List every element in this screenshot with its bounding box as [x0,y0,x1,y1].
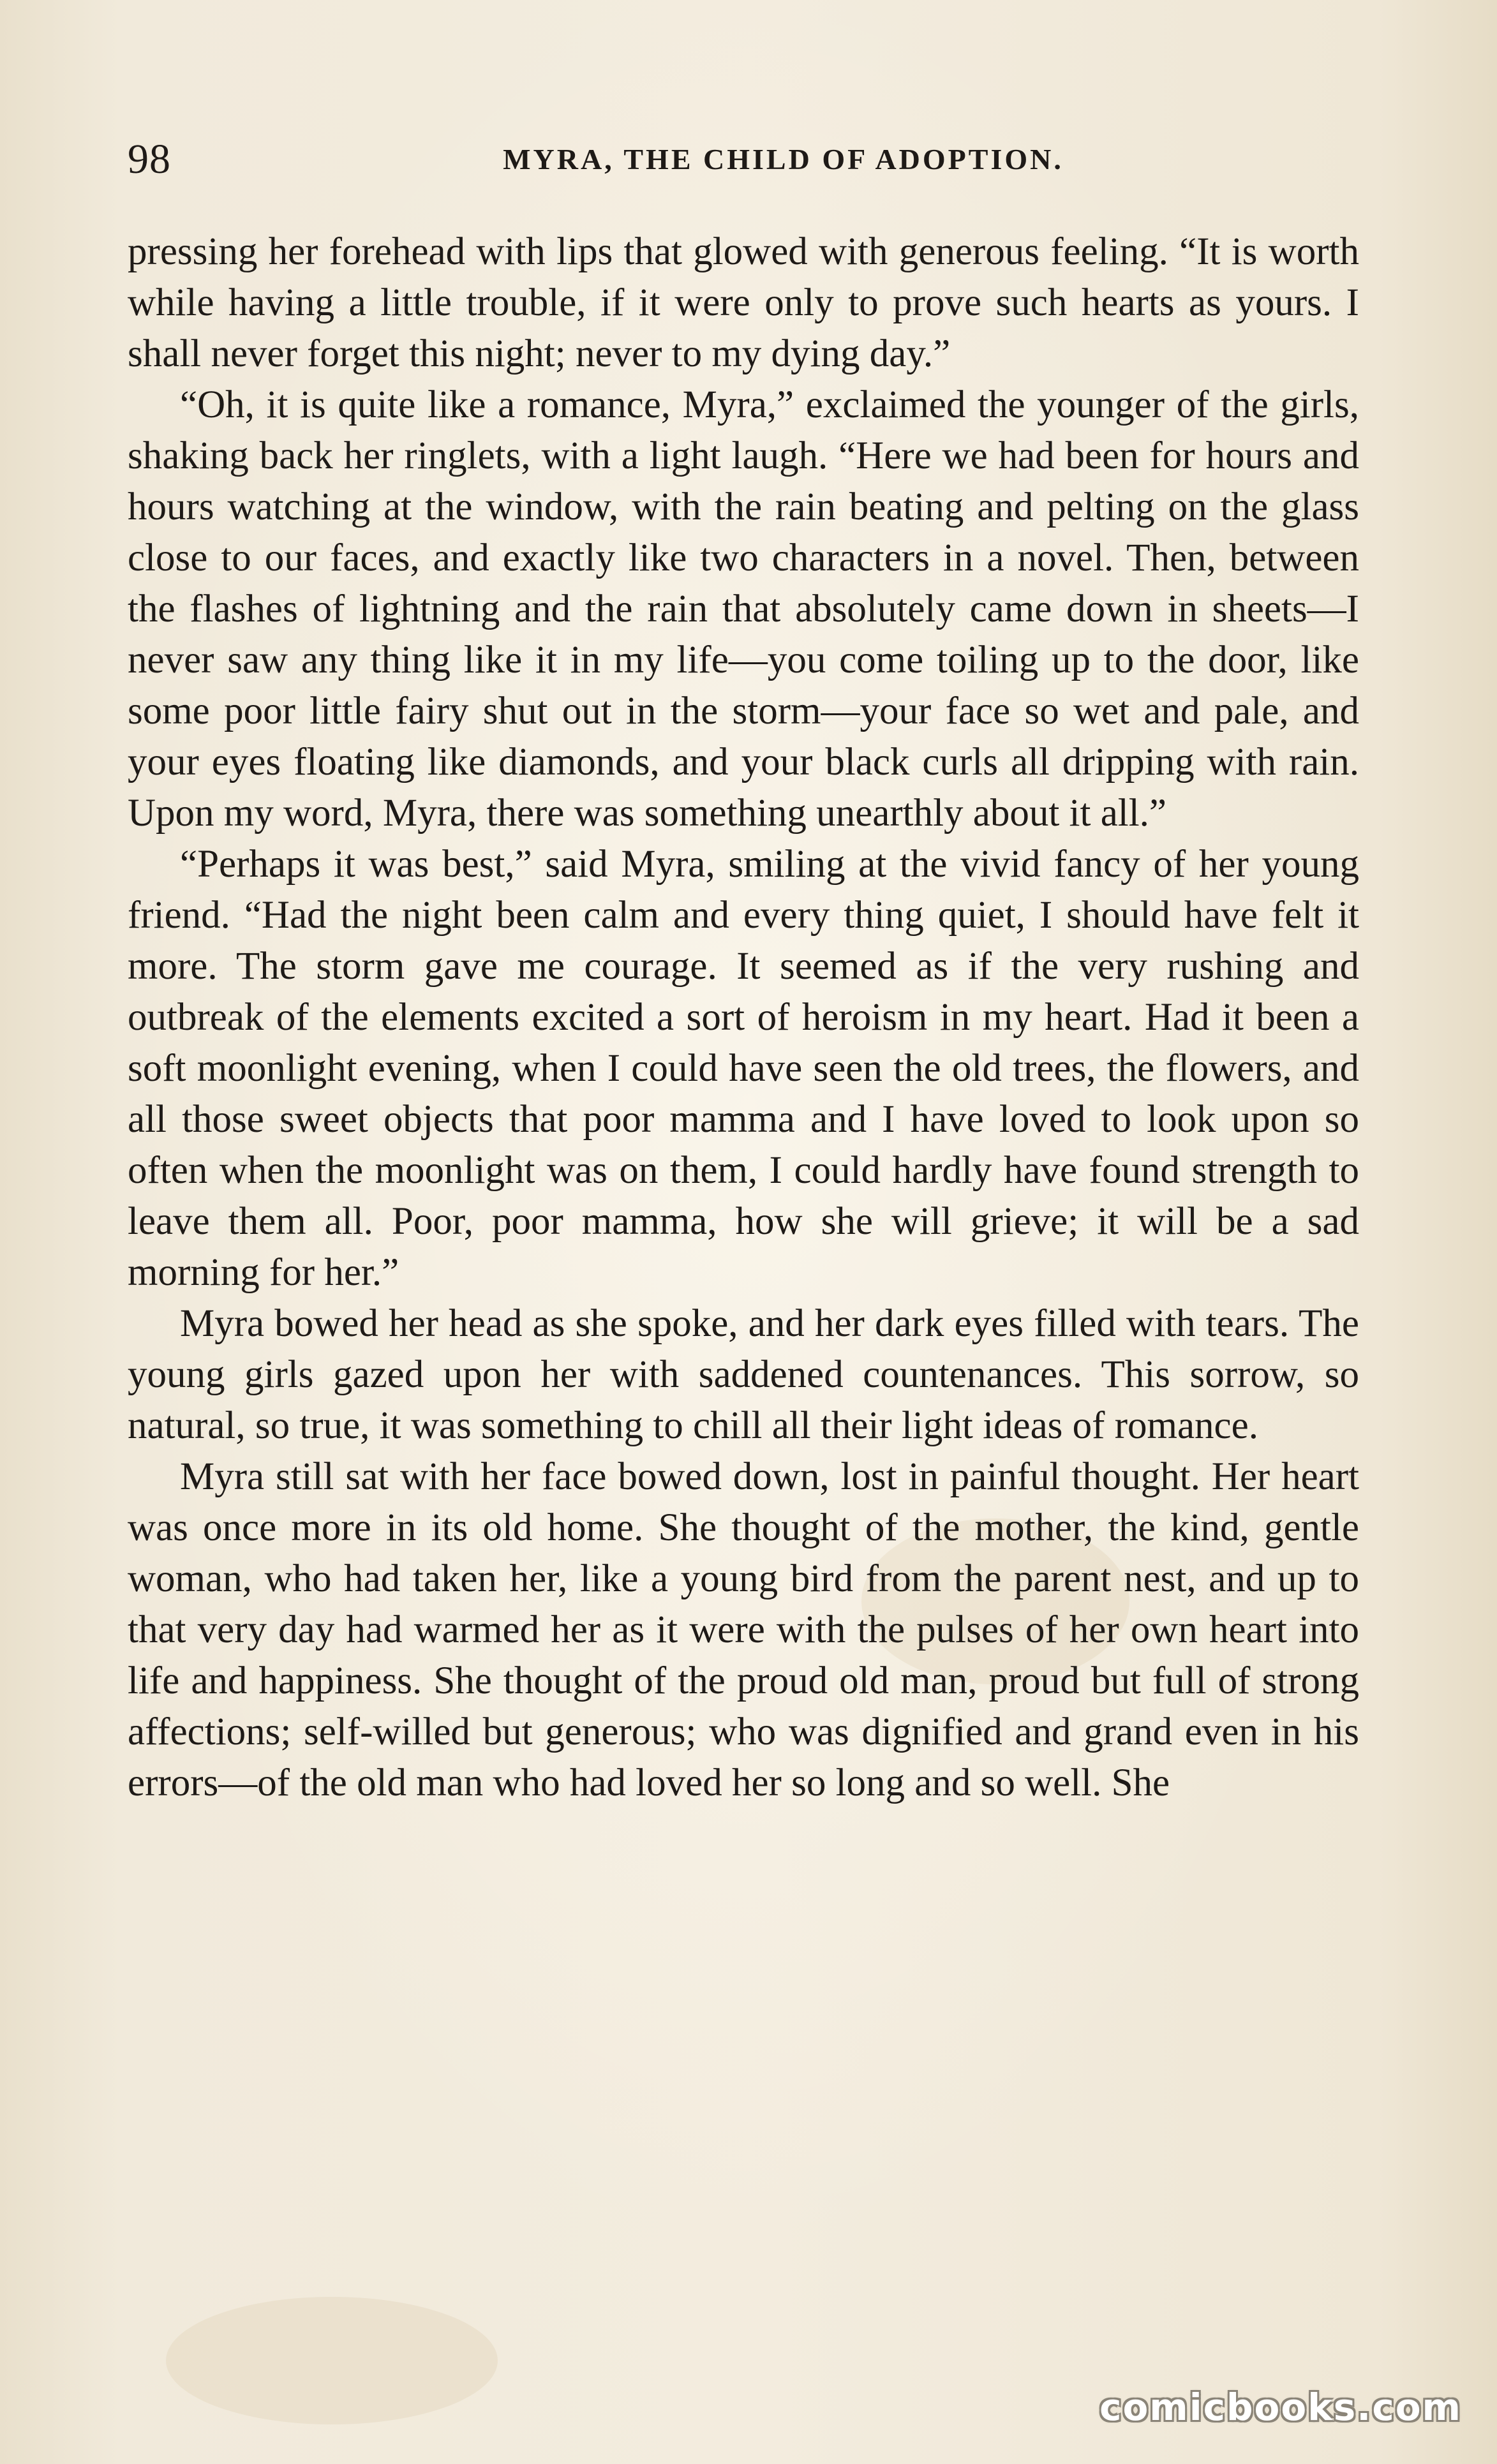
body-text [128,226,1359,1809]
paragraph: Myra still sat with her face bowed down, lost in painful thought. Her heart was once more in its old home. She thought of the mother, the kind, gentle woman, who had taken her, like a young bird from the parent nest, and up to that very day had warmed her as it were with the pulses of her own heart into life and happiness. She thought of the proud old man, proud but full of strong affections; self-willed but generous; who was dignified and grand even in his errors—of the old man who had loved her so long and so well. She [128,1455,1359,1804]
watermark: comicbooks.com [1099,2386,1462,2429]
page-number: 98 [128,136,171,182]
page-header [128,131,1362,188]
paragraph: “Oh, it is quite like a romance, Myra,” exclaimed the younger of the girls, shaking back her ringlets, with a light laugh. “Here we had been for hours and hours watching at the window, with the rain beating and pelting on the glass close to our faces, and exactly like two characters in a novel. Then, between the flashes of lightning and the rain that absolutely came down in sheets—I never saw any thing like it in my life—you come toiling up to the door, like some poor little fairy shut out in the storm—your face so wet and pale, and your eyes floating like diamonds, and your black curls all dripping with rain. Upon my word, Myra, there was something unearthly about it all.” [128,383,1359,835]
paragraph: pressing her forehead with lips that glowed with generous feeling. “It is worth while having a little trouble, if it were only to prove such hearts as yours. I shall never forget this night; never to my dying day.” [128,230,1359,375]
running-head: MYRA, THE CHILD OF ADOPTION. [503,143,1064,175]
paper-stain [166,2297,498,2424]
paragraph: “Perhaps it was best,” said Myra, smiling at the vivid fancy of her young friend. “Had the night been calm and every thing quiet, I should have felt it more. The storm gave me courage. It seemed as if the very rushing and outbreak of the elements excited a sort of heroism in my heart. Had it been a soft moonlight evening, when I could have seen the old trees, the flowers, and all those sweet objects that poor mamma and I have loved to look upon so often when the moonlight was on them, I could hardly have found strength to leave them all. Poor, poor mamma, how she will grieve; it will be a sad morning for her.” [128,843,1359,1294]
paragraph: Myra bowed her head as she spoke, and her dark eyes filled with tears. The young girls gazed upon her with saddened countenances. This sorrow, so natural, so true, it was something to chill all their light ideas of romance. [128,1302,1359,1447]
